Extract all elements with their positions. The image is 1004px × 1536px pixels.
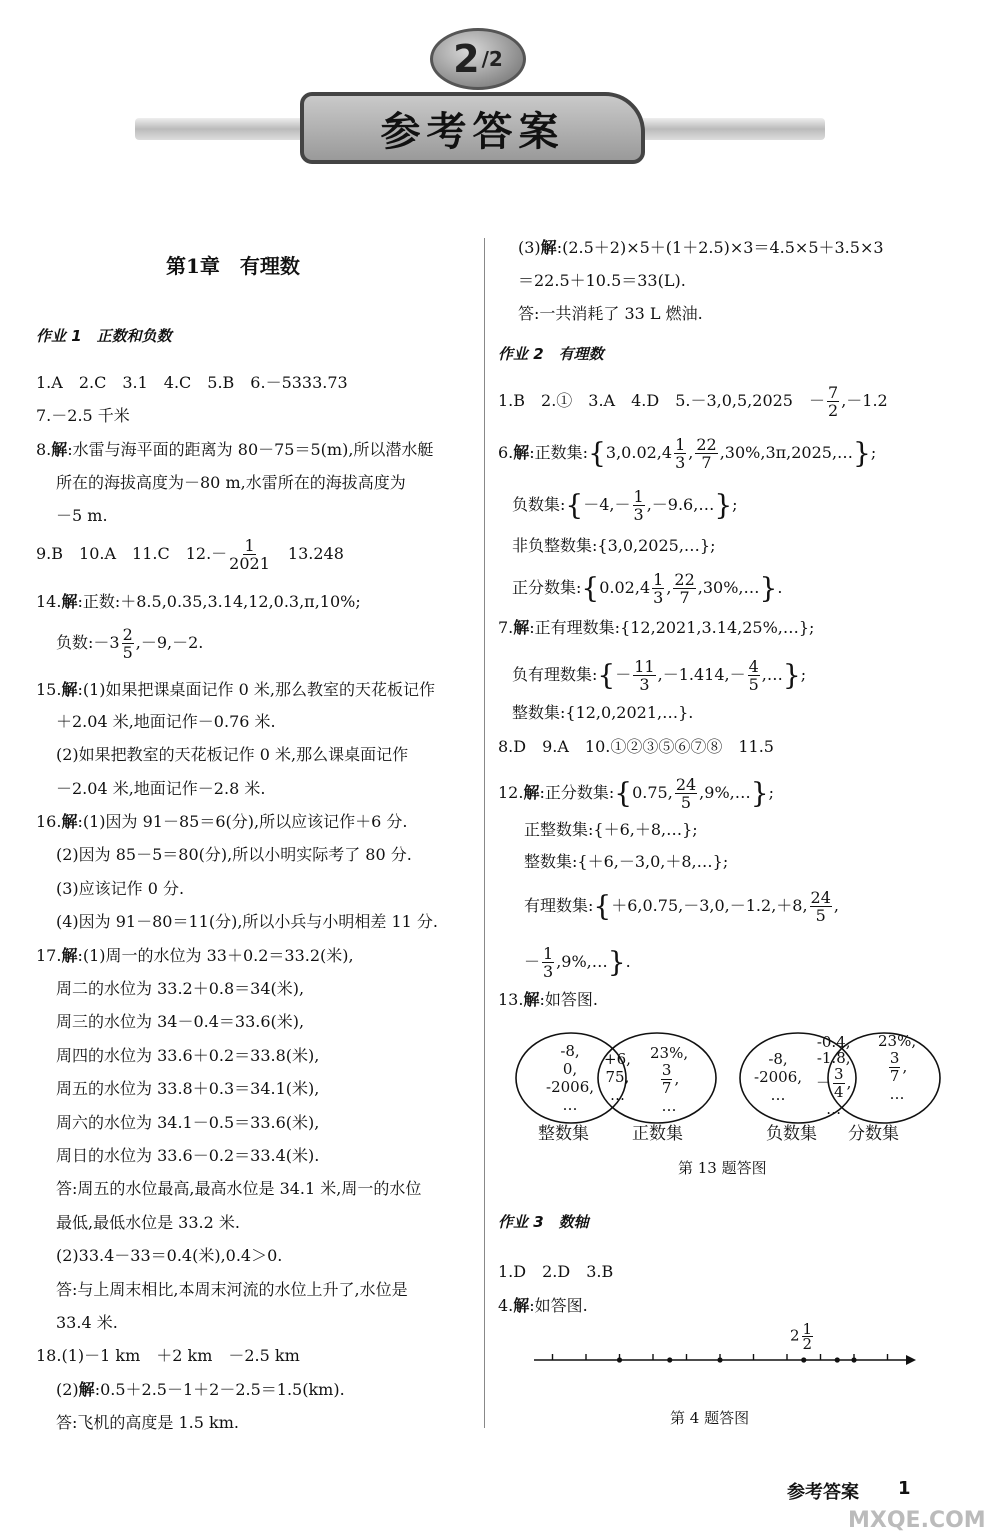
answer-line: 8.解:水雷与海平面的距离为 80－75＝5(m),所以潜水艇	[36, 440, 434, 459]
answer-line: 负数:－3 $\frac{2}{5}$ ,－9,－2.	[56, 625, 204, 662]
venn1-intersection: +6, 75, …	[604, 1050, 631, 1104]
answer-line: (2)解:0.5＋2.5－1＋2－2.5＝1.5(km).	[56, 1380, 345, 1399]
answer-line: 负数集:{－4,－ $\frac{1}{3}$ ,－9.6,…};	[512, 487, 738, 524]
number-line	[530, 1350, 920, 1390]
answer-line: 7.－2.5 千米	[36, 406, 130, 425]
answer-line: 整数集:{12,0,2021,…}.	[512, 703, 694, 722]
answer-line: 周二的水位为 33.2＋0.8＝34(米),	[56, 979, 305, 998]
banner-bar-left	[135, 118, 325, 140]
answer-line: ＋2.04 米,地面记作－0.76 米.	[56, 712, 276, 731]
axis-point	[717, 1357, 722, 1362]
axis-point	[851, 1357, 856, 1362]
column-divider	[484, 238, 485, 1428]
answer-line: 整数集:{＋6,－3,0,＋8,…};	[524, 852, 729, 871]
venn1-right-set: 23%, $\frac{3}{7}$ , …	[650, 1044, 689, 1115]
watermark: MXQE.COM	[848, 1508, 986, 1533]
venn1-label-right: 正数集	[632, 1124, 683, 1144]
answer-line: 周六的水位为 34.1－0.5＝33.6(米),	[56, 1113, 320, 1132]
answer-line: 14.解:正数:＋8.5,0.35,3.14,12,0.3,π,10%;	[36, 592, 361, 611]
badge-main: 2	[453, 37, 480, 81]
figure13-caption: 第 13 题答图	[678, 1159, 767, 1177]
venn2-intersection: -0.4, -1.8, － $\frac{3}{4}$ , …	[816, 1033, 852, 1118]
answer-line: 15.解:(1)如果把课桌面记作 0 米,那么教室的天花板记作	[36, 680, 435, 699]
venn2-label-left: 负数集	[766, 1124, 817, 1144]
answer-line: 17.解:(1)周一的水位为 33＋0.2＝33.2(米),	[36, 946, 354, 965]
answer-line: (2)33.4－33＝0.4(米),0.4＞0.	[56, 1246, 283, 1265]
answer-line: 1.A 2.C 3.1 4.C 5.B 6.－5333.73	[36, 373, 348, 392]
answer-line: 所在的海拔高度为－80 m,水雷所在的海拔高度为	[56, 473, 406, 492]
answer-line: 18.(1)－1 km ＋2 km －2.5 km	[36, 1346, 300, 1365]
answer-line: (4)因为 91－80＝11(分),所以小兵与小明相差 11 分.	[56, 912, 439, 931]
venn2-left-set: -8, -2006, …	[754, 1050, 803, 1104]
answer-line: ＝22.5＋10.5＝33(L).	[518, 271, 686, 290]
answer-line: －5 m.	[56, 506, 108, 525]
venn2-right-set: 23%, $\frac{3}{7}$ , …	[878, 1032, 917, 1103]
answer-line: － $\frac{1}{3}$ ,9%,…}.	[524, 944, 631, 981]
page-number: 1	[898, 1478, 911, 1499]
answer-line: 答:周五的水位最高,最高水位是 34.1 米,周一的水位	[56, 1179, 422, 1198]
hw3-heading: 作业 3 数轴	[498, 1213, 589, 1231]
figure4-caption: 第 4 题答图	[670, 1409, 750, 1427]
footer-label: 参考答案	[787, 1482, 859, 1503]
answer-line: 答:与上周末相比,本周末河流的水位上升了,水位是	[56, 1280, 408, 1299]
answer-line: 答:一共消耗了 33 L 燃油.	[518, 304, 703, 323]
answer-line: 1.D 2.D 3.B	[498, 1262, 614, 1281]
answer-line: －2.04 米,地面记作－2.8 米.	[56, 779, 266, 798]
answer-line: 周三的水位为 34－0.4＝33.6(米),	[56, 1012, 305, 1031]
answer-line: 8.D 9.A 10.①②③⑤⑥⑦⑧ 11.5	[498, 737, 774, 756]
answer-line: 周日的水位为 33.6－0.2＝33.4(米).	[56, 1146, 320, 1165]
answer-line: 9.B 10.A 11.C 12.－ $\frac{1}{2021}$ 13.248	[36, 536, 344, 573]
answer-line: 答:飞机的高度是 1.5 km.	[56, 1413, 239, 1432]
venn1-left-set: -8, 0, -2006, …	[546, 1042, 595, 1114]
answer-line: 非负整数集:{3,0,2025,…};	[512, 536, 716, 555]
answer-line: 正整数集:{＋6,＋8,…};	[524, 820, 698, 839]
answer-line: (3)解:(2.5＋2)×5＋(1＋2.5)×3＝4.5×5＋3.5×3	[518, 238, 884, 257]
answer-line: 12.解:正分数集:{0.75, $\frac{24}{5}$ ,9%,…};	[498, 775, 774, 812]
answer-line: (3)应该记作 0 分.	[56, 879, 185, 898]
axis-point	[667, 1357, 672, 1362]
answer-line: 周四的水位为 33.6＋0.2＝33.8(米),	[56, 1046, 320, 1065]
axis-point	[801, 1357, 806, 1362]
hw2-heading: 作业 2 有理数	[498, 345, 604, 363]
answer-line: 1.B 2.① 3.A 4.D 5.－3,0,5,2025 － $\frac{7}{2}$ ,－1.2	[498, 383, 888, 420]
answer-line: (2)如果把教室的天花板记作 0 米,那么课桌面记作	[56, 745, 409, 764]
banner-bar-right	[640, 118, 825, 140]
answer-line: 4.解:如答图.	[498, 1296, 588, 1315]
answer-line: 负有理数集:{－ $\frac{11}{3}$ ,－1.414,－ $\frac{4}{5}$ ,…};	[512, 657, 807, 694]
answer-line: 最低,最低水位是 33.2 米.	[56, 1213, 240, 1232]
answer-line: 13.解:如答图.	[498, 990, 598, 1009]
venn1-label-left: 整数集	[538, 1124, 589, 1144]
answer-line: 16.解:(1)因为 91－85＝6(分),所以应该记作＋6 分.	[36, 812, 408, 831]
answer-line: 7.解:正有理数集:{12,2021,3.14,25%,…};	[498, 618, 815, 637]
section-badge	[430, 28, 526, 90]
answer-line: 有理数集:{＋6,0.75,－3,0,－1.2,＋8, $\frac{24}{5}$ ,	[524, 888, 839, 925]
answer-line: 周五的水位为 33.8＋0.3＝34.1(米),	[56, 1079, 320, 1098]
axis-mixed-number-label: 2 $\frac{1}{2}$	[790, 1320, 813, 1353]
answer-line: (2)因为 85－5＝80(分),所以小明实际考了 80 分.	[56, 845, 412, 864]
axis-point	[835, 1357, 840, 1362]
answer-line: 6.解:正数集:{3,0.02,4 $\frac{1}{3}$ , $\frac{22}{7}$ ,30%,3π,2025,…};	[498, 435, 877, 472]
page-title: 参考答案	[300, 92, 645, 164]
hw1-heading: 作业 1 正数和负数	[36, 327, 172, 345]
answer-line: 33.4 米.	[56, 1313, 118, 1332]
chapter-title: 第1章 有理数	[166, 254, 300, 278]
axis-point	[617, 1357, 622, 1362]
venn2-label-right: 分数集	[848, 1124, 899, 1144]
answer-line: 正分数集:{0.02,4 $\frac{1}{3}$ , $\frac{22}{7}$ ,30%,…}.	[512, 570, 783, 607]
badge-sub: /2	[481, 47, 503, 71]
